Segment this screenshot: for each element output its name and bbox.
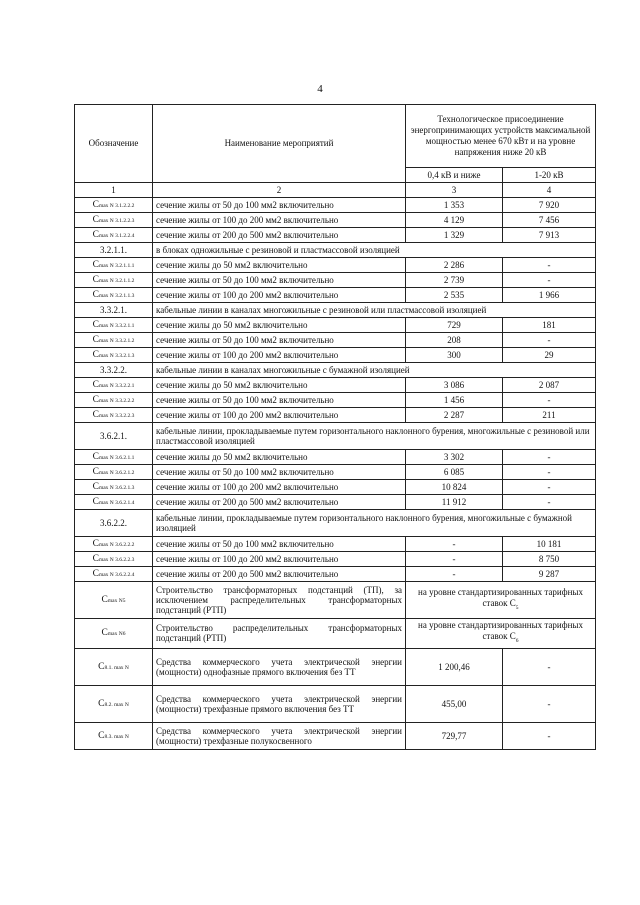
section-row	[75, 510, 596, 537]
table-row	[75, 348, 596, 363]
table-row	[75, 318, 596, 333]
section-code: 3.3.2.2.	[75, 363, 153, 378]
row-name: сечение жилы от 200 до 500 мм2 включительно	[153, 567, 406, 582]
section-code: 3.6.2.2.	[75, 510, 153, 537]
row-value-low: 729	[406, 318, 503, 333]
row-value-low: -	[406, 552, 503, 567]
row-value-mid: 10 181	[503, 537, 596, 552]
row-value-low: 11 912	[406, 495, 503, 510]
table-row	[75, 228, 596, 243]
row-name: сечение жилы от 100 до 200 мм2 включительно	[153, 552, 406, 567]
table-row	[75, 258, 596, 273]
row-value-low: -	[406, 537, 503, 552]
row-value-mid: -	[503, 495, 596, 510]
section-title: кабельные линии в каналах многожильные с бумажной изоляцией	[153, 363, 596, 378]
table-row	[75, 450, 596, 465]
row-name: Строительство трансформаторных подстанций (ТП), за исключением распределительных трансформаторных подстанций (РТП)	[153, 582, 406, 619]
row-value-mid: -	[503, 258, 596, 273]
row-code: Cmax N 3.1.2.2.2	[75, 198, 153, 213]
row-value-low: 3 302	[406, 450, 503, 465]
section-code: 3.6.2.1.	[75, 423, 153, 450]
row-name: сечение жилы от 100 до 200 мм2 включительно	[153, 348, 406, 363]
row-c5	[75, 582, 596, 619]
row-code: Cmax N 3.1.2.2.3	[75, 213, 153, 228]
row-value-low: 208	[406, 333, 503, 348]
table-row	[75, 333, 596, 348]
row-value-mid: 7 913	[503, 228, 596, 243]
row-value-mid: 1 966	[503, 288, 596, 303]
row-code: Cmax N 3.6.2.2.4	[75, 567, 153, 582]
row-code: Cmax N 3.3.2.1.1	[75, 318, 153, 333]
row-code: Cmax N 3.1.2.2.4	[75, 228, 153, 243]
section-row	[75, 423, 596, 450]
table-row	[75, 288, 596, 303]
row-code: Cmax N5	[75, 582, 153, 619]
row-code: Cmax N 3.2.1.1.1	[75, 258, 153, 273]
row-name: Средства коммерческого учета электрической энергии (мощности) однофазные прямого включения без ТТ	[153, 648, 406, 685]
section-title: в блоках одножильные с резиновой и пластмассовой изоляцией	[153, 243, 596, 258]
row-name: Строительство распределительных трансформаторных подстанций (РТП)	[153, 619, 406, 649]
row-value-mid: 29	[503, 348, 596, 363]
header-row	[75, 105, 596, 168]
row-code: Cmax N 3.3.2.2.1	[75, 378, 153, 393]
row-code: Cmax N 3.6.2.2.2	[75, 537, 153, 552]
row-value-low: 2 739	[406, 273, 503, 288]
row-value-low: 3 086	[406, 378, 503, 393]
row-name: Средства коммерческого учета электрической энергии (мощности) трехфазные полукосвенного	[153, 722, 406, 749]
row-value-low: -	[406, 567, 503, 582]
table-row	[75, 567, 596, 582]
section-code: 3.3.2.1.	[75, 303, 153, 318]
row-code: Cmax N 3.6.2.1.3	[75, 480, 153, 495]
section-title: кабельные линии, прокладываемые путем горизонтального наклонного бурения, многожильные с резиновой или пластмассовой изоляцией	[153, 423, 596, 450]
section-title: кабельные линии в каналах многожильные с резиновой или пластмассовой изоляцией	[153, 303, 596, 318]
row-code: Cmax N 3.6.2.1.1	[75, 450, 153, 465]
row-c6	[75, 619, 596, 649]
row-name: сечение жилы от 50 до 100 мм2 включительно	[153, 393, 406, 408]
row-value: на уровне стандартизированных тарифных ставок $C_5$	[406, 582, 596, 619]
row-value-mid: 181	[503, 318, 596, 333]
row-value-mid: -	[503, 480, 596, 495]
table-row	[75, 537, 596, 552]
table-row	[75, 552, 596, 567]
row-value-low: 2 535	[406, 288, 503, 303]
header-num-2: 2	[153, 183, 406, 198]
table-row	[75, 393, 596, 408]
row-value-mid: 2 087	[503, 378, 596, 393]
row-value-mid: 7 920	[503, 198, 596, 213]
section-title: кабельные линии, прокладываемые путем горизонтального наклонного бурения, многожильные с бумажной изоляцией	[153, 510, 596, 537]
row-code: C8.2. max N	[75, 685, 153, 722]
row-name: сечение жилы до 50 мм2 включительно	[153, 258, 406, 273]
header-num-1: 1	[75, 183, 153, 198]
section-code: 3.2.1.1.	[75, 243, 153, 258]
row-code: C8.3. max N	[75, 722, 153, 749]
row-value-mid: 8 750	[503, 552, 596, 567]
row-name: сечение жилы от 50 до 100 мм2 включительно	[153, 198, 406, 213]
table-row	[75, 198, 596, 213]
row-value-low: 2 287	[406, 408, 503, 423]
section-row	[75, 243, 596, 258]
row-value-low: 455,00	[406, 685, 503, 722]
row-value-mid: -	[503, 450, 596, 465]
row-c8-1	[75, 648, 596, 685]
table-row	[75, 213, 596, 228]
row-value-low: 1 200,46	[406, 648, 503, 685]
row-value-mid: -	[503, 648, 596, 685]
row-value-mid: -	[503, 685, 596, 722]
header-activity-name: Наименование мероприятий	[153, 105, 406, 183]
section-row	[75, 303, 596, 318]
row-value-low: 729,77	[406, 722, 503, 749]
table-row	[75, 273, 596, 288]
row-code: Cmax N 3.6.2.1.2	[75, 465, 153, 480]
section-row	[75, 363, 596, 378]
row-value-mid: -	[503, 722, 596, 749]
row-code: Cmax N 3.2.1.1.2	[75, 273, 153, 288]
row-value-mid: -	[503, 393, 596, 408]
header-connection: Технологическое присоединение энергопринимающих устройств максимальной мощностью менее 670 кВт и на уровне напряжения ниже 20 кВ	[406, 105, 596, 168]
row-value-low: 1 329	[406, 228, 503, 243]
row-value-low: 1 456	[406, 393, 503, 408]
row-name: сечение жилы от 100 до 200 мм2 включительно	[153, 213, 406, 228]
row-value-mid: 9 287	[503, 567, 596, 582]
header-voltage-low: 0,4 кВ и ниже	[406, 168, 503, 183]
row-name: сечение жилы от 50 до 100 мм2 включительно	[153, 333, 406, 348]
row-value-low: 300	[406, 348, 503, 363]
row-value-low: 6 085	[406, 465, 503, 480]
row-code: Cmax N 3.2.1.1.3	[75, 288, 153, 303]
table-row	[75, 465, 596, 480]
row-value: на уровне стандартизированных тарифных ставок $C_6$	[406, 619, 596, 649]
table-row	[75, 378, 596, 393]
row-code: Cmax N 3.6.2.2.3	[75, 552, 153, 567]
row-name: Средства коммерческого учета электрической энергии (мощности) трехфазные прямого включения без ТТ	[153, 685, 406, 722]
row-name: сечение жилы до 50 мм2 включительно	[153, 450, 406, 465]
header-num-3: 3	[406, 183, 503, 198]
row-code: C8.1. max N	[75, 648, 153, 685]
header-num-4: 4	[503, 183, 596, 198]
row-code: Cmax N 3.3.2.2.2	[75, 393, 153, 408]
row-name: сечение жилы от 200 до 500 мм2 включительно	[153, 228, 406, 243]
header-number-row	[75, 183, 596, 198]
tariff-table	[74, 104, 596, 750]
row-code: Cmax N6	[75, 619, 153, 649]
row-value-low: 2 286	[406, 258, 503, 273]
row-value-mid: -	[503, 273, 596, 288]
page-number: 4	[317, 83, 323, 95]
table-row	[75, 480, 596, 495]
row-value-mid: -	[503, 333, 596, 348]
row-code: Cmax N 3.3.2.1.2	[75, 333, 153, 348]
row-value-low: 10 824	[406, 480, 503, 495]
row-value-mid: 7 456	[503, 213, 596, 228]
row-name: сечение жилы от 100 до 200 мм2 включительно	[153, 288, 406, 303]
row-code: Cmax N 3.6.2.1.4	[75, 495, 153, 510]
row-name: сечение жилы от 50 до 100 мм2 включительно	[153, 465, 406, 480]
row-value-low: 1 353	[406, 198, 503, 213]
row-name: сечение жилы от 200 до 500 мм2 включительно	[153, 495, 406, 510]
row-code: Cmax N 3.3.2.1.3	[75, 348, 153, 363]
table-row	[75, 408, 596, 423]
row-value-mid: -	[503, 465, 596, 480]
header-designation: Обозначение	[75, 105, 153, 183]
row-c8-2	[75, 685, 596, 722]
row-name: сечение жилы от 50 до 100 мм2 включительно	[153, 537, 406, 552]
row-c8-3	[75, 722, 596, 749]
row-code: Cmax N 3.3.2.2.3	[75, 408, 153, 423]
header-voltage-mid: 1-20 кВ	[503, 168, 596, 183]
row-value-mid: 211	[503, 408, 596, 423]
row-name: сечение жилы до 50 мм2 включительно	[153, 378, 406, 393]
row-name: сечение жилы от 50 до 100 мм2 включительно	[153, 273, 406, 288]
row-name: сечение жилы от 100 до 200 мм2 включительно	[153, 480, 406, 495]
table-row	[75, 495, 596, 510]
row-name: сечение жилы до 50 мм2 включительно	[153, 318, 406, 333]
row-name: сечение жилы от 100 до 200 мм2 включительно	[153, 408, 406, 423]
row-value-low: 4 129	[406, 213, 503, 228]
